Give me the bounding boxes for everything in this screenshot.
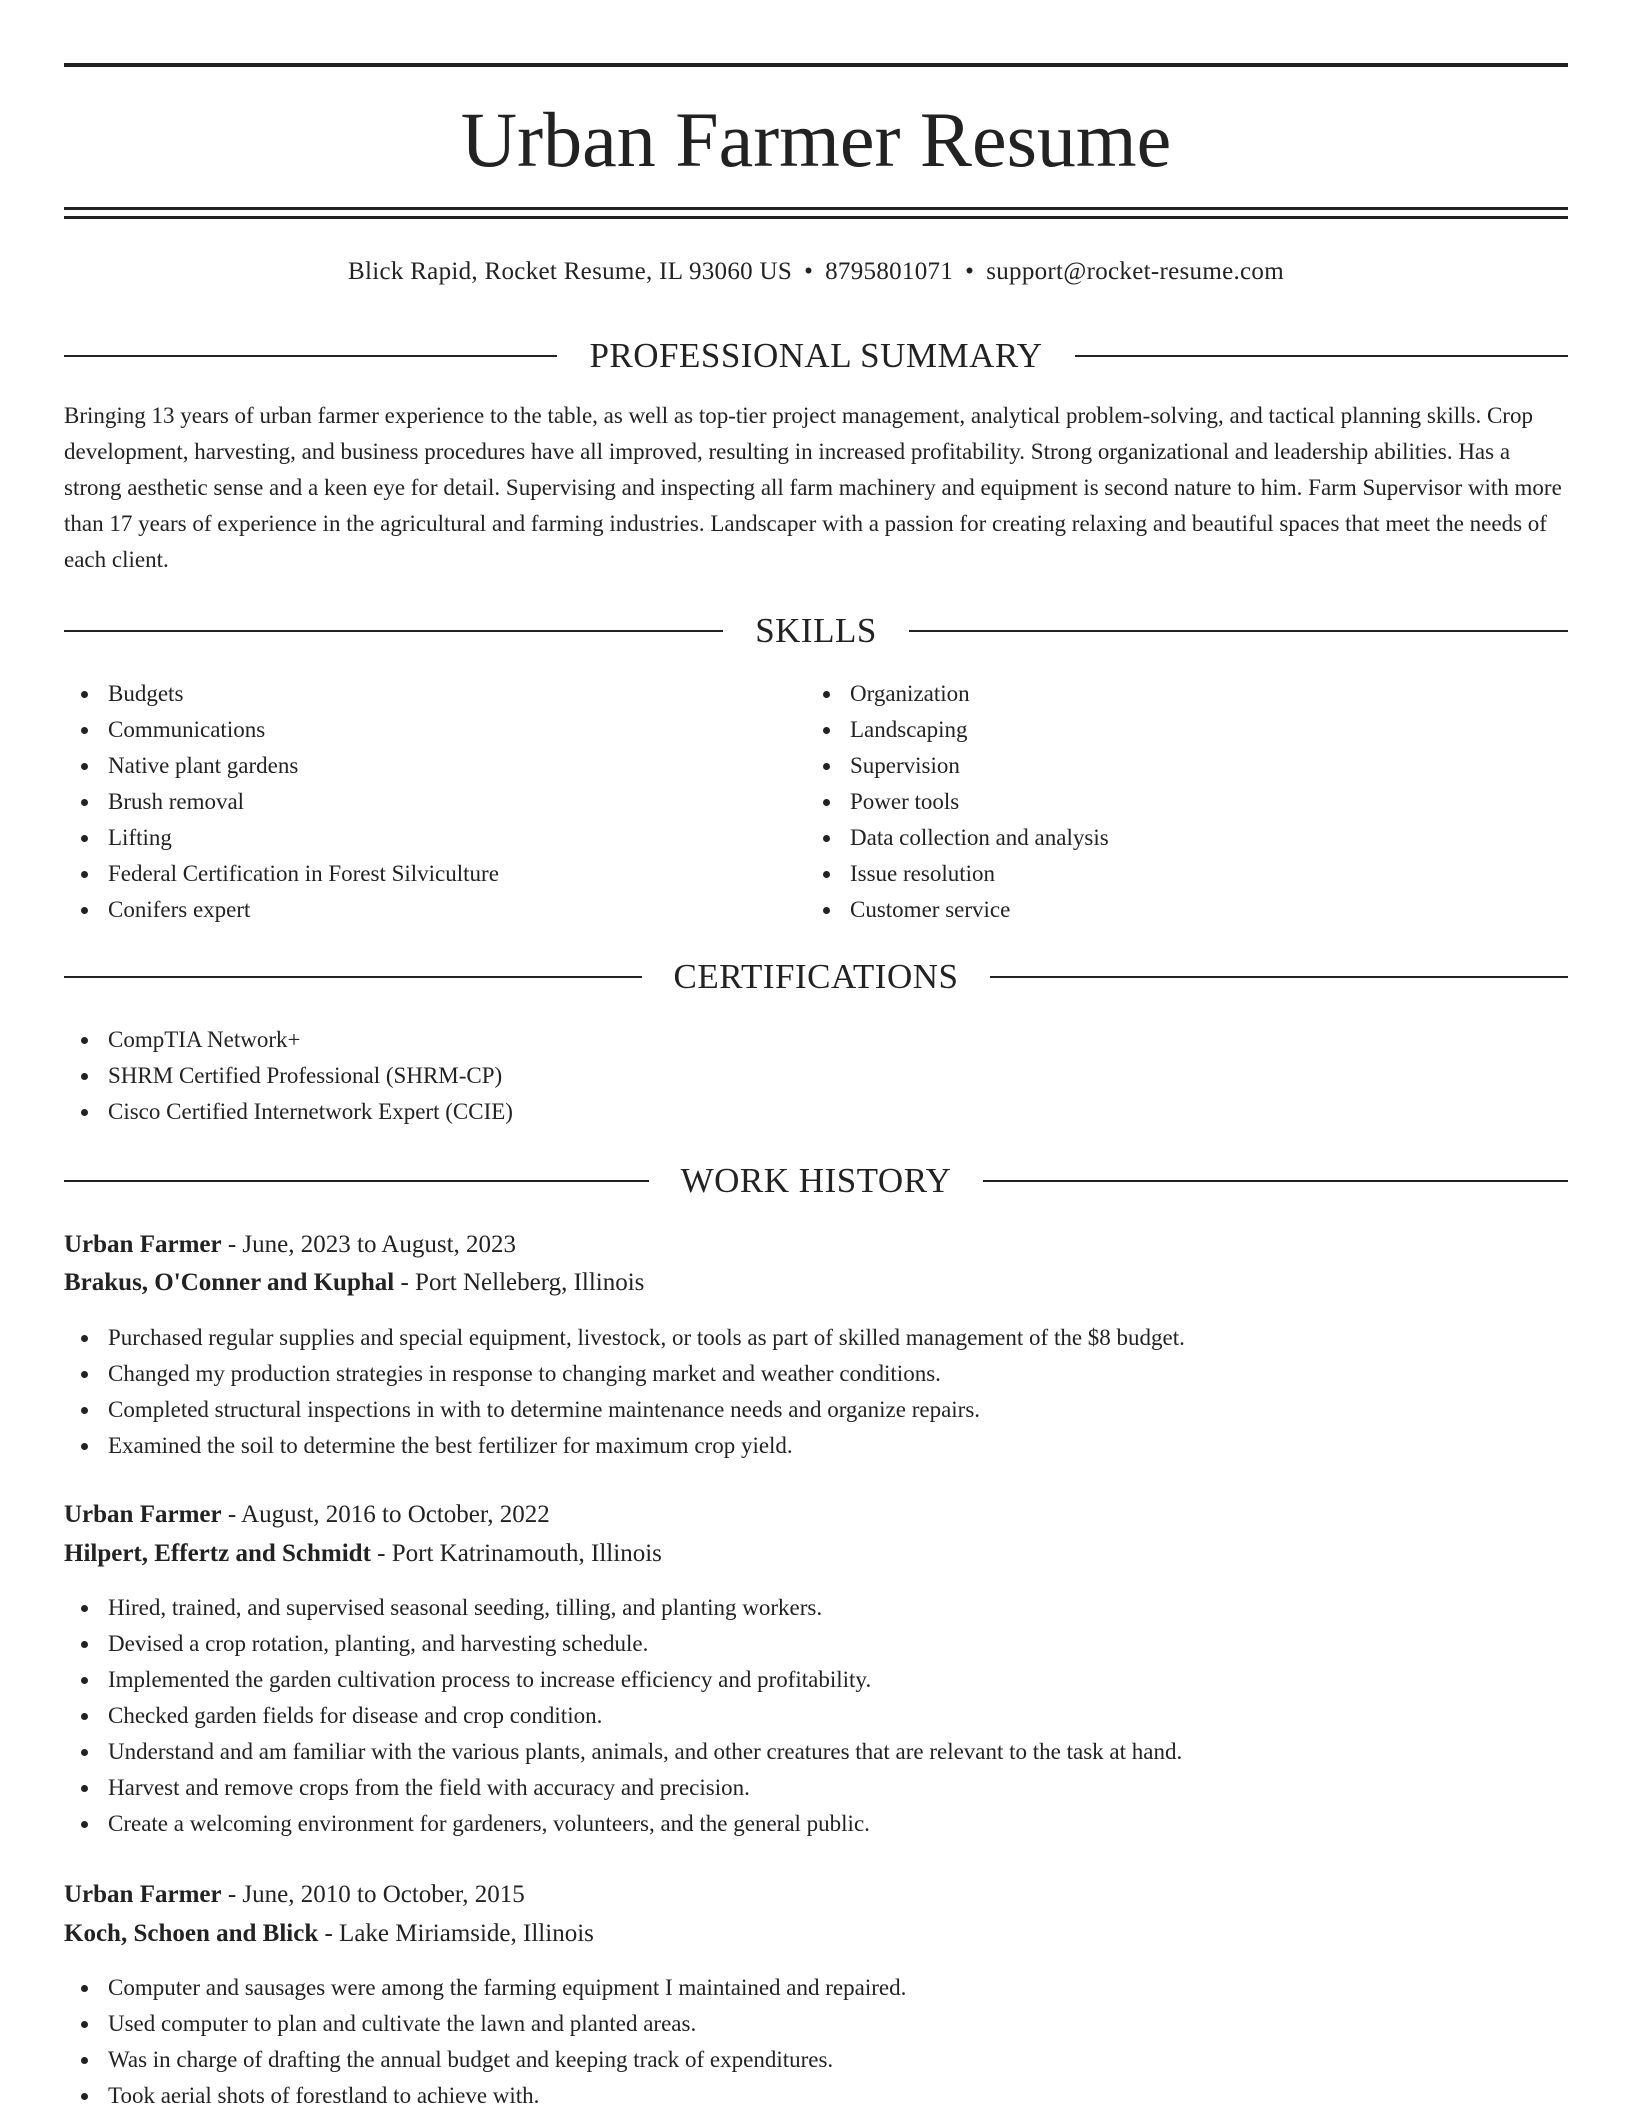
section-rule-right [1075, 355, 1568, 357]
section-title-work-history: WORK HISTORY [680, 1161, 952, 1200]
section-title-certifications: CERTIFICATIONS [673, 957, 959, 996]
job-bullet: Computer and sausages were among the farming equipment I maintained and repaired. [64, 1970, 906, 2006]
section-header-work-history [64, 1159, 1568, 1203]
job-bullet: Harvest and remove crops from the field with accuracy and precision. [64, 1770, 1182, 1806]
job-company: Brakus, O'Conner and Kuphal [64, 1269, 395, 1296]
certification-item: SHRM Certified Professional (SHRM-CP) [64, 1058, 513, 1094]
job-title-line [64, 1226, 1568, 1264]
section-title-summary: PROFESSIONAL SUMMARY [589, 336, 1043, 375]
section-rule-left [64, 630, 723, 632]
title-double-rule [64, 207, 1568, 219]
skill-item: Native plant gardens [64, 748, 499, 784]
skill-item: Conifers expert [64, 892, 499, 928]
job-bullet: Create a welcoming environment for gardeners, volunteers, and the general public. [64, 1806, 1182, 1842]
job-bullets [64, 1970, 906, 2114]
job-location: - Port Nelleberg, Illinois [400, 1269, 645, 1296]
job-bullet: Was in charge of drafting the annual budget and keeping track of expenditures. [64, 2042, 906, 2078]
skill-item: Communications [64, 712, 499, 748]
skill-item: Power tools [806, 784, 1109, 820]
contact-line [64, 252, 1568, 292]
job-dates: - August, 2016 to October, 2022 [227, 1501, 550, 1528]
skill-item: Landscaping [806, 712, 1109, 748]
skill-item: Lifting [64, 820, 499, 856]
skill-item: Customer service [806, 892, 1109, 928]
skill-item: Issue resolution [806, 856, 1109, 892]
job-bullet: Completed structural inspections in with to determine maintenance needs and organize repairs. [64, 1392, 1185, 1428]
certification-item: CompTIA Network+ [64, 1022, 513, 1058]
job-bullet: Implemented the garden cultivation process to increase efficiency and profitability. [64, 1662, 1182, 1698]
job-company: Hilpert, Effertz and Schmidt [64, 1540, 371, 1567]
job-location: - Lake Miriamside, Illinois [324, 1920, 594, 1947]
skill-item: Brush removal [64, 784, 499, 820]
job-title: Urban Farmer [64, 1501, 222, 1528]
contact-email: support@rocket-resume.com [986, 258, 1284, 285]
job-bullet: Devised a crop rotation, planting, and harvesting schedule. [64, 1626, 1182, 1662]
skill-item: Supervision [806, 748, 1109, 784]
job-company: Koch, Schoen and Blick [64, 1920, 319, 1947]
section-rule-left [64, 1180, 649, 1182]
section-rule-right [990, 976, 1568, 978]
job-location: - Port Katrinamouth, Illinois [377, 1540, 662, 1567]
job-dates: - June, 2023 to August, 2023 [227, 1231, 517, 1258]
job-company-line [64, 1535, 1568, 1573]
section-rule-right [909, 630, 1568, 632]
skill-item: Data collection and analysis [806, 820, 1109, 856]
job-title-line [64, 1496, 1568, 1534]
section-title-skills: SKILLS [755, 611, 877, 650]
job-bullet: Purchased regular supplies and special equipment, livestock, or tools as part of skilled management of the $8 budget. [64, 1320, 1185, 1356]
section-rule-left [64, 976, 642, 978]
job-title-line [64, 1876, 1568, 1914]
job-bullet: Changed my production strategies in response to changing market and weather conditions. [64, 1356, 1185, 1392]
summary-text: Bringing 13 years of urban farmer experience to the table, as well as top-tier project management, analytical problem-solving, and tactical planning skills. Crop development, harvesting, and business procedures have all improved, resulting in increased profitability. Strong organizational and leadership abilities. Has a strong aesthetic sense and a keen eye for detail. Supervising and inspecting all farm machinery and equipment is second nature to him. Farm Supervisor with more than 17 years of experience in the agricultural and farming industries. Landscaper with a passion for creating relaxing and beautiful spaces that meet the needs of each client. [64, 403, 1562, 572]
section-rule-right [983, 1180, 1568, 1182]
contact-separator: • [804, 258, 814, 285]
skill-item: Federal Certification in Forest Silviculture [64, 856, 499, 892]
job-bullet: Understand and am familiar with the various plants, animals, and other creatures that are relevant to the task at hand. [64, 1734, 1182, 1770]
job-dates: - June, 2010 to October, 2015 [227, 1881, 525, 1908]
certification-item: Cisco Certified Internetwork Expert (CCIE) [64, 1094, 513, 1130]
skills-list-left [64, 676, 499, 928]
skill-item: Organization [806, 676, 1109, 712]
job-bullet: Examined the soil to determine the best fertilizer for maximum crop yield. [64, 1428, 1185, 1464]
certifications-list [64, 1022, 513, 1130]
contact-separator: • [965, 258, 975, 285]
job-bullets [64, 1590, 1182, 1842]
job-bullet: Used computer to plan and cultivate the lawn and planted areas. [64, 2006, 906, 2042]
job-bullet: Took aerial shots of forestland to achieve with. [64, 2078, 906, 2114]
skill-item: Budgets [64, 676, 499, 712]
top-rule [64, 63, 1568, 67]
job-title: Urban Farmer [64, 1231, 222, 1258]
job-bullet: Checked garden fields for disease and crop condition. [64, 1698, 1182, 1734]
job-title: Urban Farmer [64, 1881, 222, 1908]
section-rule-left [64, 355, 557, 357]
job-company-line [64, 1264, 1568, 1302]
contact-phone: 8795801071 [825, 258, 954, 285]
resume-title: Urban Farmer Resume [460, 96, 1172, 183]
job-bullets [64, 1320, 1185, 1464]
job-bullet: Hired, trained, and supervised seasonal seeding, tilling, and planting workers. [64, 1590, 1182, 1626]
contact-address: Blick Rapid, Rocket Resume, IL 93060 US [348, 258, 793, 285]
section-header-certifications [64, 955, 1568, 999]
section-header-skills [64, 609, 1568, 653]
section-header-summary [64, 334, 1568, 378]
job-company-line [64, 1915, 1568, 1953]
skills-list-right [806, 676, 1109, 928]
